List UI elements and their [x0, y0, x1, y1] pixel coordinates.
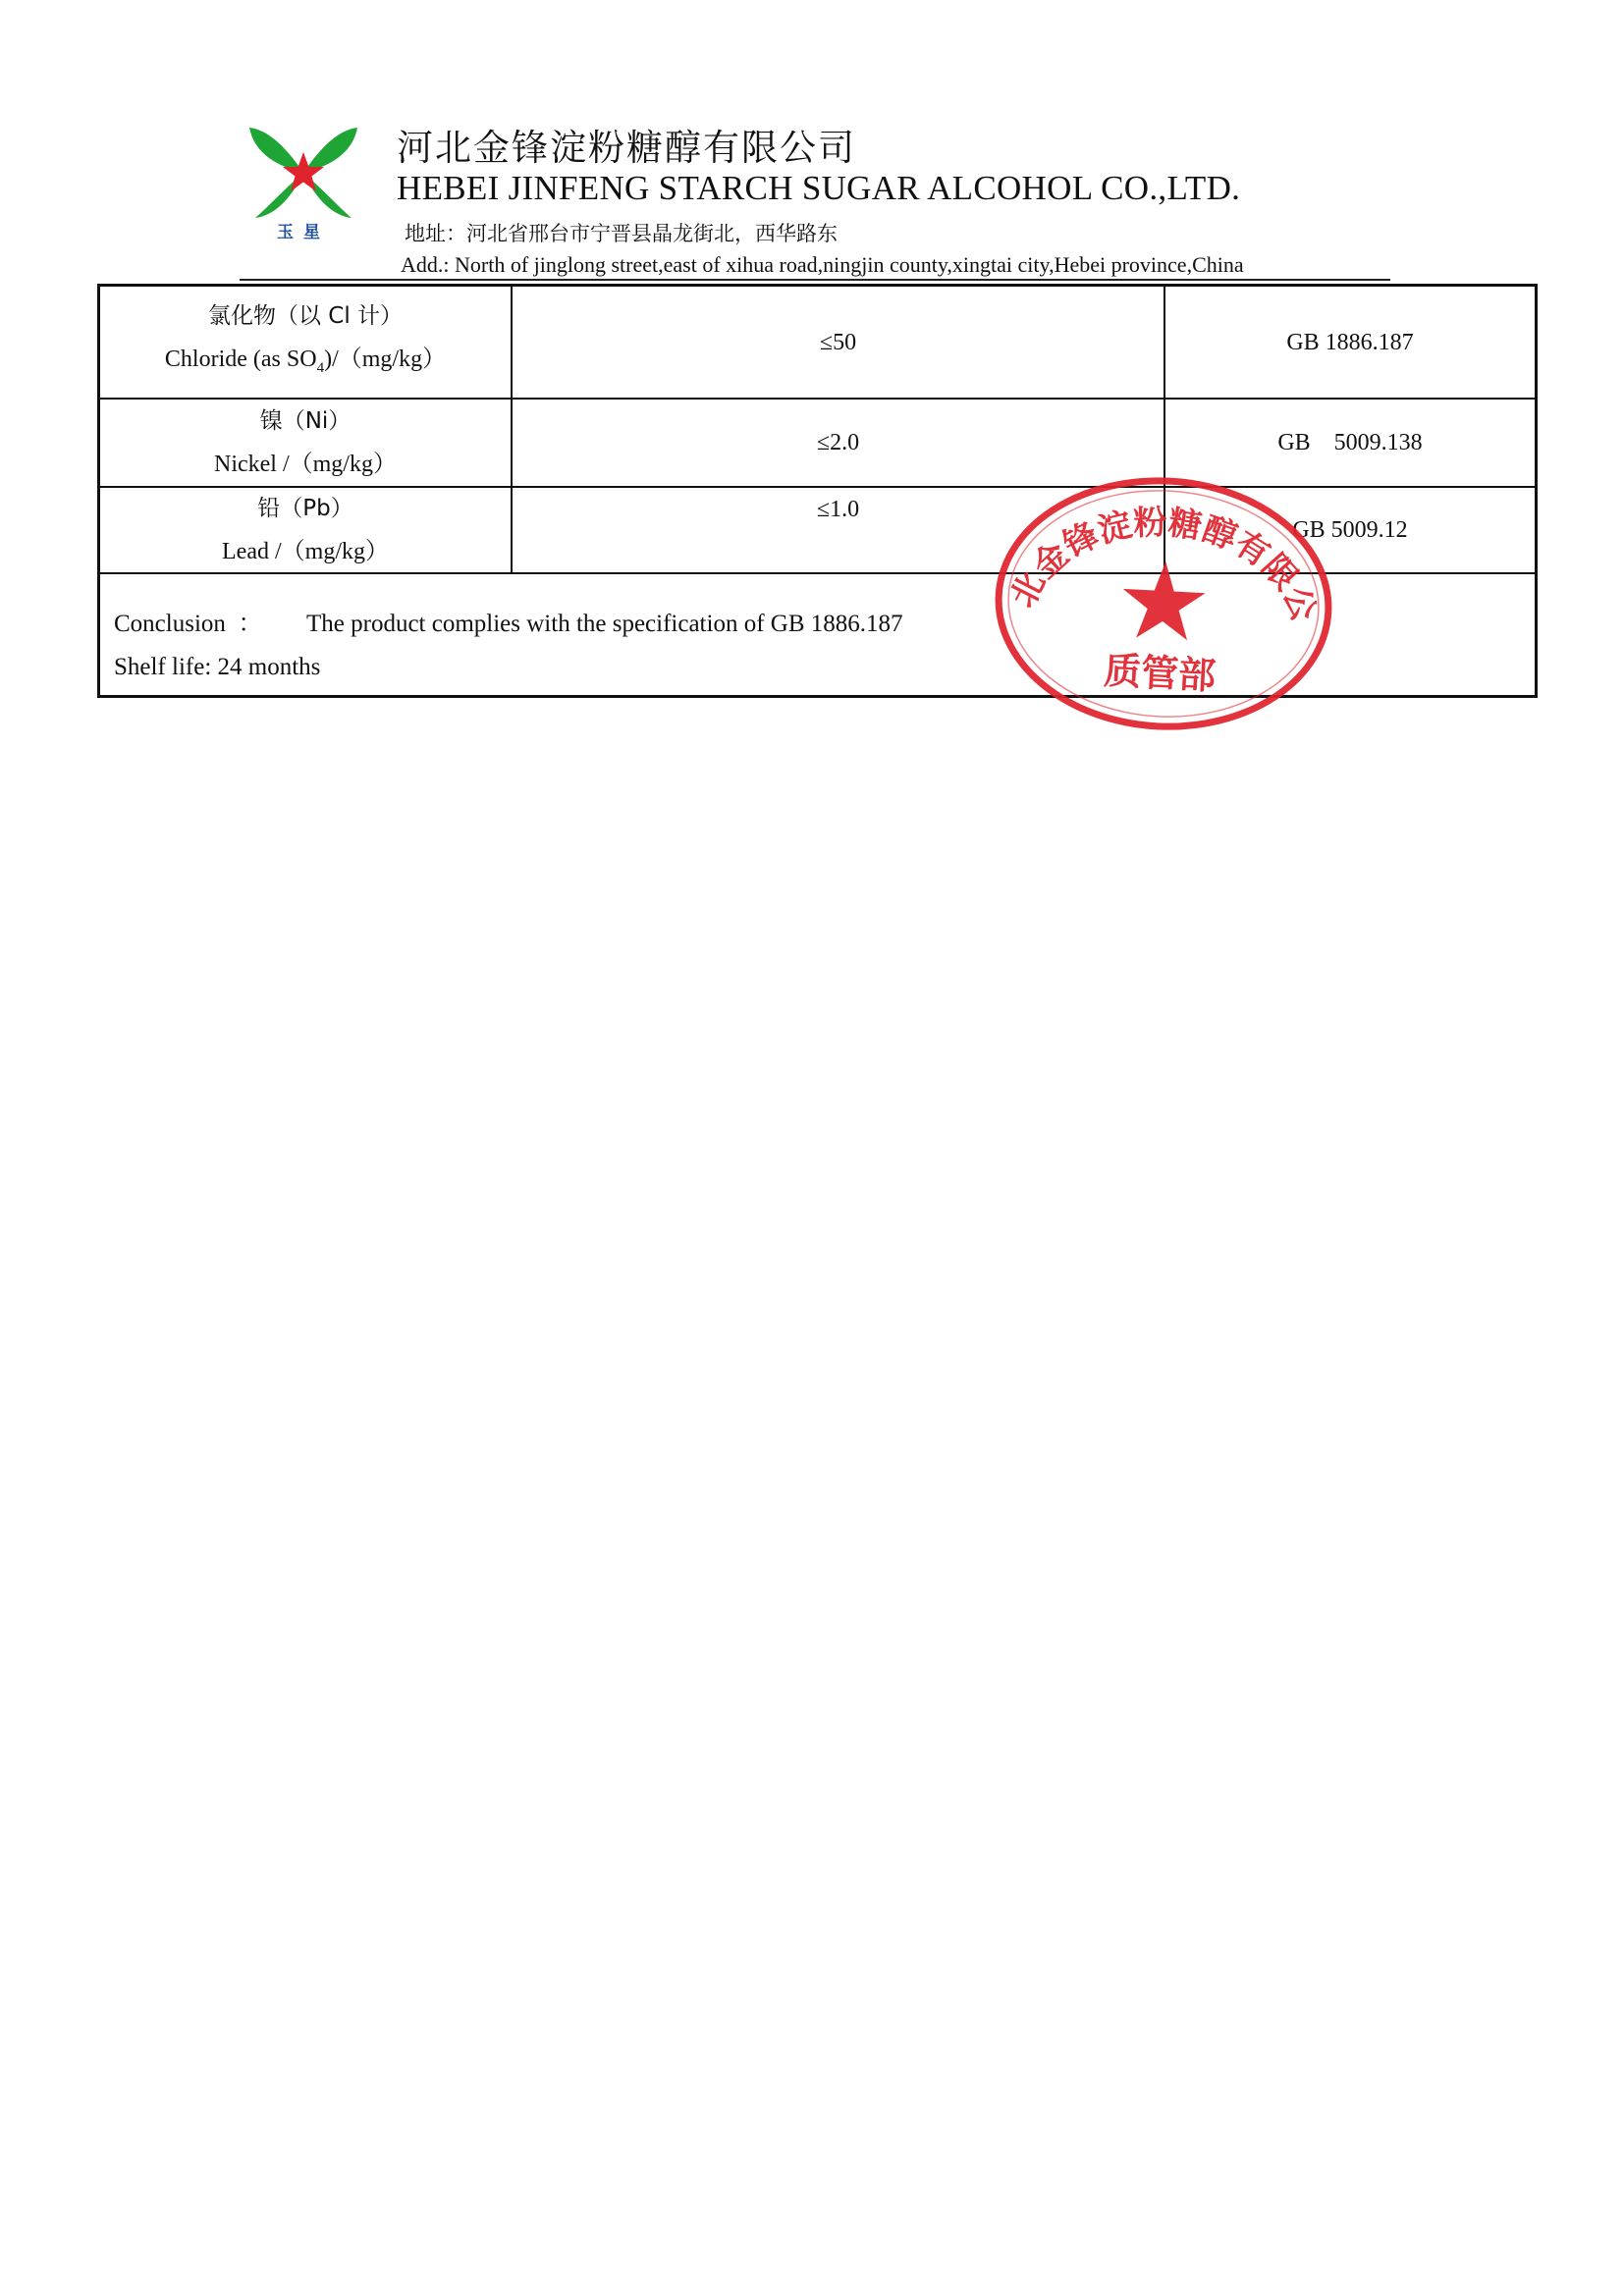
- item-name-en: Nickel /（mg/kg）: [214, 452, 397, 477]
- table-row-lead-item: [100, 488, 511, 572]
- item-name-en: Lead /（mg/kg）: [222, 539, 389, 564]
- item-name-en: Chloride (as $SO_4)/(mg/kg)$: [164, 347, 447, 376]
- test-method: GB 5009.12: [1292, 517, 1408, 543]
- logo-caption: 玉星: [277, 223, 330, 242]
- conclusion-label: Conclusion ：: [114, 611, 263, 637]
- limit-value: ≤1.0: [816, 497, 860, 522]
- leaf-star-logo-icon: [247, 124, 359, 222]
- svg-text:河北金锋淀粉糖醇有限公司: 河北金锋淀粉糖醇有限公司: [1002, 503, 1325, 627]
- limit-value: ≤50: [819, 329, 857, 355]
- conclusion-text: The product complies with the specification of GB 1886.187: [306, 611, 903, 637]
- specification-table: [97, 284, 1538, 698]
- item-name-cn: 氯化物（以 Cl 计）: [207, 303, 404, 330]
- address-cn: 地址：河北省邢台市宁晋县晶龙街北，西华路东: [405, 222, 838, 245]
- company-name-cn: 河北金锋淀粉糖醇有限公司: [397, 127, 856, 169]
- limit-value: ≤2.0: [816, 430, 860, 455]
- table-row-nickel-item: [100, 400, 511, 486]
- header-divider: [240, 279, 1390, 281]
- conclusion-block: [114, 603, 903, 689]
- table-row-chloride-item: [100, 287, 511, 398]
- company-logo: [247, 124, 359, 240]
- company-name-en: HEBEI JINFENG STARCH SUGAR ALCOHOL CO.,LTD.: [397, 169, 1241, 207]
- address-en: Add.: North of jinglong street,east of xihua road,ningjin county,xingtai city,Hebei province,China: [401, 252, 1244, 277]
- svg-text:质管部: 质管部: [1103, 648, 1218, 698]
- shelf-life: Shelf life: 24 months: [114, 654, 321, 680]
- test-method: GB 1886.187: [1286, 329, 1414, 355]
- test-method: GB 5009.138: [1277, 430, 1423, 455]
- item-name-cn: 镍（Ni）: [259, 408, 352, 434]
- item-name-cn: 铅（Pb）: [257, 496, 353, 521]
